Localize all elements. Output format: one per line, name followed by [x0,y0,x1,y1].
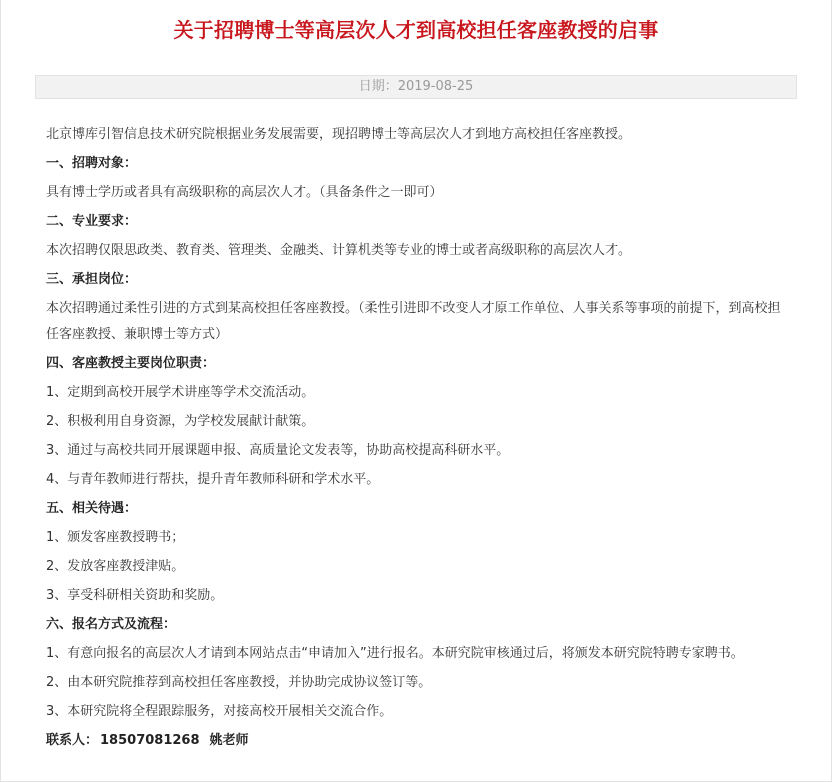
duty-item: 4、与青年教师进行帮扶，提升青年教师科研和学术水平。 [46,472,380,487]
duty-item: 1、定期到高校开展学术讲座等学术交流活动。 [46,385,315,400]
section-heading-major-requirement: 二、专业要求： [46,214,138,229]
article-title: 关于招聘博士等高层次人才到高校担任客座教授的启事 [173,18,659,42]
date-value: 2019-08-25 [397,79,474,94]
article-body [46,120,791,755]
section-heading-recruit-target: 一、招聘对象： [46,156,138,171]
section-text-major-requirement: 本次招聘仅限思政类、教育类、管理类、金融类、计算机类等专业的博士或者高级职称的高层次人才。 [46,243,632,258]
intro-paragraph: 北京博库引智信息技术研究院根据业务发展需要，现招聘博士等高层次人才到地方高校担任客座教授。 [46,127,632,142]
application-step: 1、有意向报名的高层次人才请到本网站点击“申请加入”进行报名。本研究院审核通过后，将颁发本研究院特聘专家聘书。 [46,646,744,661]
contact-phone: 18507081268 [100,733,200,748]
section-heading-benefits: 五、相关待遇： [46,501,138,516]
section-heading-duties: 四、客座教授主要岗位职责： [46,356,216,371]
application-step: 3、本研究院将全程跟踪服务，对接高校开展相关交流合作。 [46,704,393,719]
duty-item: 3、通过与高校共同开展课题申报、高质量论文发表等，协助高校提高科研水平。 [46,443,510,458]
contact-label: 联系人： [46,733,99,748]
benefit-item: 1、颁发客座教授聘书； [46,530,185,545]
section-heading-position: 三、承担岗位： [46,272,138,287]
application-step: 2、由本研究院推荐到高校担任客座教授，并协助完成协议签订等。 [46,675,432,690]
duty-item: 2、积极利用自身资源，为学校发展献计献策。 [46,414,315,429]
contact-name: 姚老师 [209,733,249,748]
benefit-item: 3、享受科研相关资助和奖励。 [46,588,224,603]
date-bar [35,75,797,99]
benefit-item: 2、发放客座教授津贴。 [46,559,185,574]
date-label: 日期： [358,79,398,94]
section-text-position: 本次招聘通过柔性引进的方式到某高校担任客座教授。（柔性引进即不改变人才原工作单位、人事关系等事项的前提下，到高校担任客座教授、兼职博士等方式） [46,301,781,342]
section-text-recruit-target: 具有博士学历或者具有高级职称的高层次人才。（具备条件之一即可） [46,185,443,200]
contact-line [46,726,791,755]
section-heading-application: 六、报名方式及流程： [46,617,177,632]
